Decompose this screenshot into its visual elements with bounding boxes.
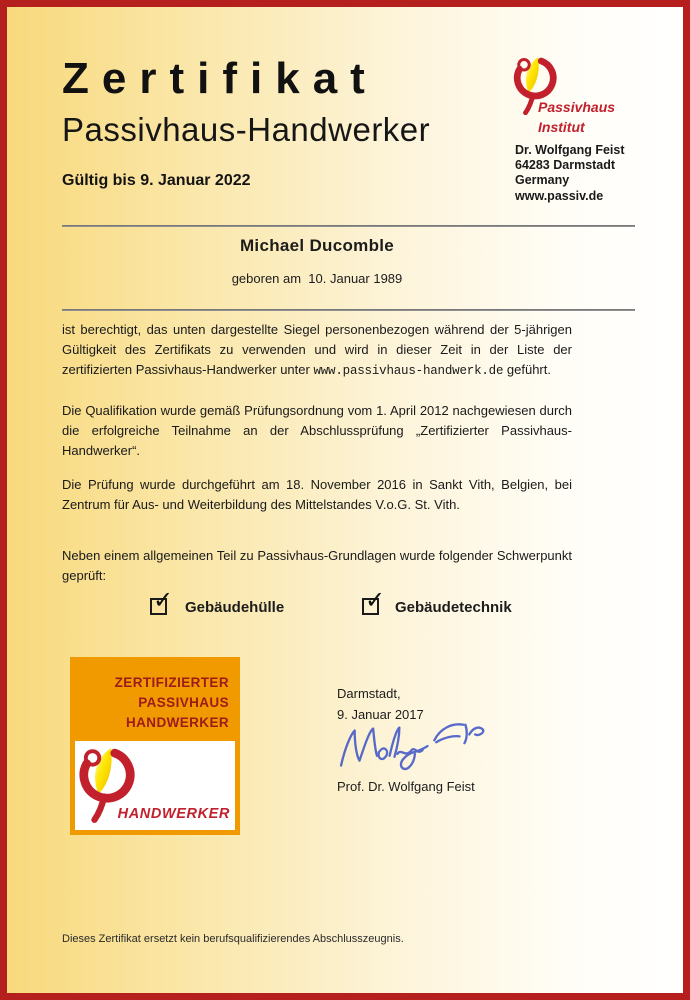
- focus-checkbox-row: [62, 586, 572, 631]
- paragraph-exam: Die Prüfung wurde durchgeführt am 18. November 2016 in Sankt Vith, Belgien, bei Zentrum für Aus- und Weiterbildung des Mittelstandes V.o.G. St. Vith.: [62, 477, 572, 512]
- seal-header-line: HANDWERKER: [126, 715, 229, 730]
- header-title-block: [62, 54, 431, 149]
- issuer-address-line: Dr. Wolfgang Feist: [515, 143, 625, 157]
- checkbox-gebaeudehuelle: [150, 586, 174, 615]
- issuer-wordmark-line1: Passivhaus: [538, 99, 616, 115]
- checkbox-gebaeudetechnik: [362, 586, 386, 615]
- seal-header: [75, 657, 235, 741]
- seal-header-line: PASSIVHAUS: [138, 695, 229, 710]
- checkmark-icon: ✓: [153, 586, 174, 614]
- paragraph-qualification: Die Qualifikation wurde gemäß Prüfungsordnung vom 1. April 2012 nachgewiesen durch die erfolgreiche Teilnahme an der Abschlussprüfung „Zertifizierter Passivhaus-Handwerker“.: [62, 403, 572, 458]
- checkbox-label-gebaeudehuelle: Gebäudehülle: [185, 599, 285, 616]
- issuer-address: [515, 143, 625, 204]
- certified-handwerker-seal: [70, 657, 240, 835]
- signer-name: Prof. Dr. Wolfgang Feist: [337, 779, 475, 794]
- issuer-address-line: Germany: [515, 173, 570, 188]
- paragraph-entitlement: [62, 320, 572, 381]
- divider-line-top: [62, 225, 635, 227]
- checkmark-icon: ✓: [365, 586, 386, 614]
- signature-handwriting: [331, 715, 491, 783]
- issuer-address-website: www.passiv.de: [515, 188, 604, 203]
- valid-until-text: Gültig bis 9. Januar 2022: [62, 172, 251, 189]
- issuer-wordmark-line2: Institut: [538, 119, 585, 135]
- handwerk-url-text: www.passivhaus-handwerk.de: [313, 364, 504, 378]
- paragraph-entitlement-text: ist berechtigt, das unten dargestellte Siegel personenbezogen während der 5-jährigen Gültigkeit des Zertifikats zu verwenden und wird in dieser Zeit in der Liste der zertifizierten Passivhaus-Handwerker unter: [62, 322, 572, 377]
- certificate-body: [62, 320, 572, 586]
- seal-handwerker-label: HANDWERKER: [117, 806, 230, 822]
- paragraph-focus: Neben einem allgemeinen Teil zu Passivhaus-Grundlagen wurde folgender Schwerpunkt geprüft:: [62, 548, 572, 583]
- holder-name: Michael Ducomble: [239, 236, 395, 255]
- holder-birthdate: geboren am 10. Januar 1989: [231, 271, 403, 286]
- divider-line-bottom: [62, 309, 635, 311]
- signature-date: 9. Januar 2017: [337, 707, 424, 722]
- seal-header-line: ZERTIFIZIERTER: [114, 675, 229, 690]
- certificate-title: Zertifikat: [62, 54, 378, 103]
- certificate-subtitle: Passivhaus-Handwerker: [62, 111, 431, 148]
- footer-disclaimer: Dieses Zertifikat ersetzt kein berufsqualifizierendes Abschlusszeugnis.: [62, 933, 404, 945]
- issuer-wordmark: [538, 97, 615, 137]
- issuer-address-line: 64283 Darmstadt: [515, 158, 616, 173]
- seal-logo-panel: [75, 741, 235, 830]
- checkbox-label-gebaeudetechnik: Gebäudetechnik: [395, 599, 512, 616]
- signature-place: Darmstadt,: [337, 686, 401, 701]
- paragraph-entitlement-tail: geführt.: [503, 362, 551, 377]
